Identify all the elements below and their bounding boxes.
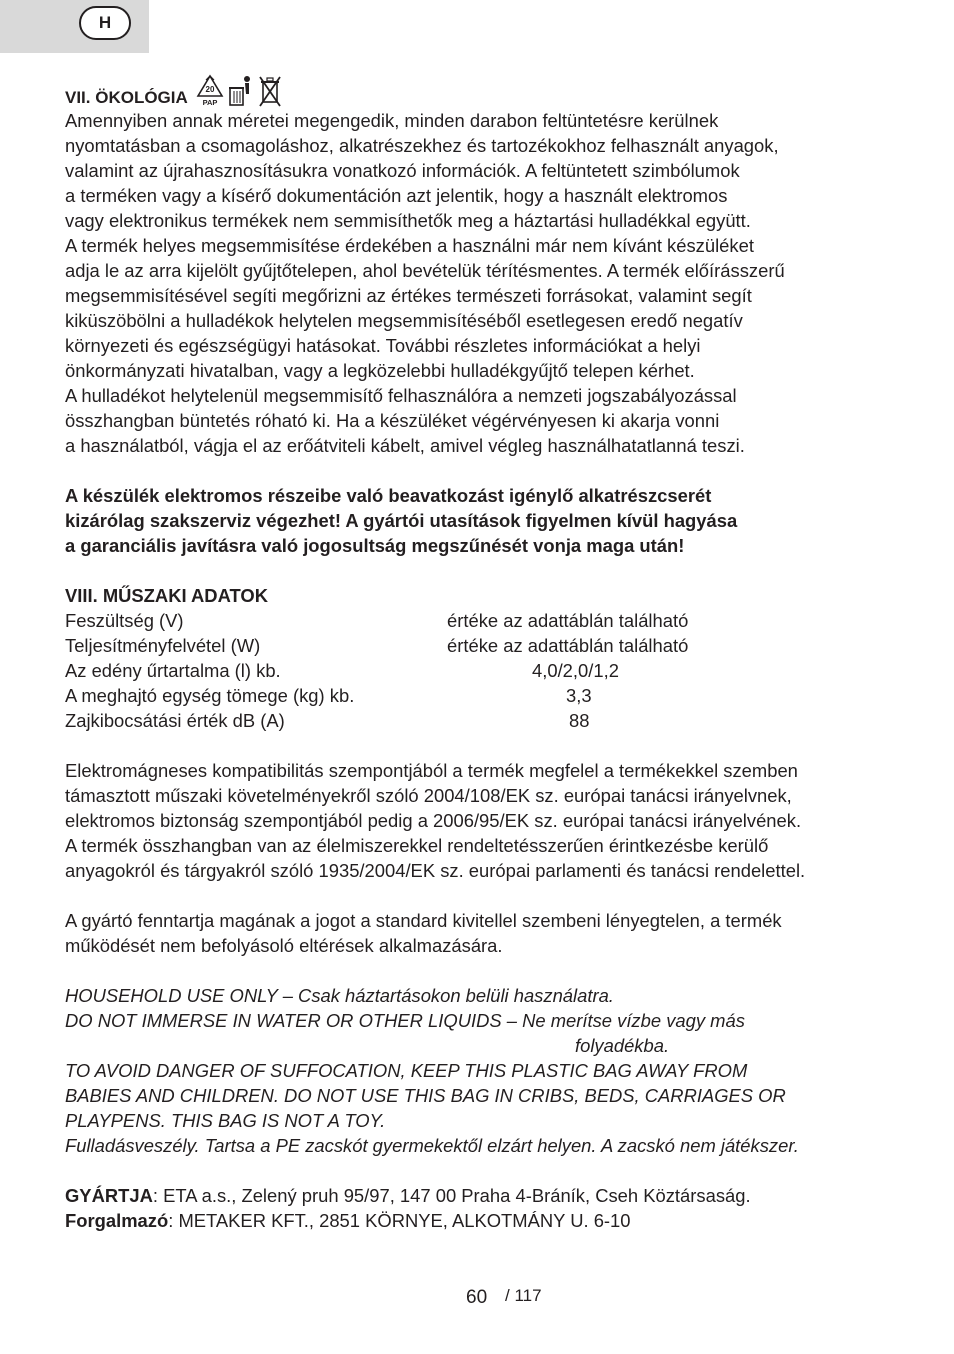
text-line: a garanciális javításra való jogosultság megszűnését vonja maga után! bbox=[65, 535, 685, 556]
page-total: / 117 bbox=[505, 1286, 542, 1305]
text-line: A termék összhangban van az élelmiszerekkel rendeltetésszerűen érintkezésbe kerülő bbox=[65, 835, 769, 856]
text-line: megsemmisítésével segíti megőrizni az értékes természeti forrásokat, valamint segít bbox=[65, 285, 752, 306]
text-line: a használatból, vágja el az erőátviteli kábelt, amivel végleg használhatatlanná teszi. bbox=[65, 435, 745, 456]
company-info bbox=[65, 1183, 905, 1233]
spec-value: 88 bbox=[569, 710, 590, 731]
text-line: HOUSEHOLD USE ONLY – Csak háztartásokon belüli használatra. bbox=[65, 985, 614, 1006]
text-line: elektromos biztonság szempontjából pedig a 2006/95/EK sz. európai tanácsi irányelvének. bbox=[65, 810, 802, 831]
spec-label: A meghajtó egység tömege (kg) kb. bbox=[65, 685, 355, 706]
spec-row bbox=[65, 608, 905, 633]
ecology-icons bbox=[196, 74, 282, 108]
emc-paragraph bbox=[65, 758, 905, 883]
text-line: adja le az arra kijelölt gyűjtőtelepen, ahol bevételük térítésmentes. A termék előírásszerű bbox=[65, 260, 785, 281]
distributor-text: : METAKER KFT., 2851 KÖRNYE, ALKOTMÁNY U. 6-10 bbox=[168, 1210, 631, 1231]
safety-notes bbox=[65, 983, 905, 1158]
language-badge: H bbox=[79, 6, 131, 40]
text-line: támasztott műszaki követelményekről szóló 2004/108/EK sz. európai tanácsi irányelvnek, bbox=[65, 785, 792, 806]
text-line: nyomtatásban a csomagoláshoz, alkatrészekhez és tartozékokhoz felhasznált anyagok, bbox=[65, 135, 779, 156]
ecology-heading-row bbox=[65, 72, 905, 108]
text-line: A gyártó fenntartja magának a jogot a standard kivitellel szembeni lényegtelen, a termék bbox=[65, 910, 782, 931]
text-line: önkormányzati hivatalban, vagy a legközelebbi hulladékgyűjtő telepen kérhet. bbox=[65, 360, 695, 381]
text-line: PLAYPENS. THIS BAG IS NOT A TOY. bbox=[65, 1110, 386, 1131]
text-line: Amennyiben annak méretei megengedik, minden darabon feltüntetésre kerülnek bbox=[65, 110, 719, 131]
text-line: BABIES AND CHILDREN. DO NOT USE THIS BAG IN CRIBS, BEDS, CARRIAGES OR bbox=[65, 1085, 786, 1106]
manufacturer-paragraph bbox=[65, 908, 905, 958]
text-line: folyadékba. bbox=[575, 1035, 670, 1056]
text-line: A készülék elektromos részeibe való beavatkozást igénylő alkatrészcserét bbox=[65, 485, 712, 506]
trash-bin-icon bbox=[227, 74, 255, 108]
recycle-material: PAP bbox=[202, 98, 218, 107]
text-line: A hulladékot helytelenül megsemmisítő felhasználóra a nemzeti jogszabályozással bbox=[65, 385, 737, 406]
maker-line bbox=[65, 1183, 905, 1208]
tech-specs-table bbox=[65, 608, 905, 733]
crossed-bin-icon bbox=[258, 74, 282, 108]
text-line: vagy elektronikus termékek nem semmisíthetők meg a háztartási hulladékkal együtt. bbox=[65, 210, 751, 231]
spec-label: Feszültség (V) bbox=[65, 610, 184, 631]
distributor-line bbox=[65, 1208, 905, 1233]
text-line: kizárólag szakszerviz végezhet! A gyártói utasítások figyelmen kívül hagyása bbox=[65, 510, 738, 531]
distributor-label: Forgalmazó bbox=[65, 1210, 169, 1231]
page-number: 60 bbox=[466, 1287, 488, 1308]
spec-label: Zajkibocsátási érték dB (A) bbox=[65, 710, 285, 731]
text-line: kiküszöbölni a hulladékok helytelen megsemmisítéséből esetlegesen eredő negatív bbox=[65, 310, 743, 331]
spec-label: Teljesítményfelvétel (W) bbox=[65, 635, 261, 656]
spec-row bbox=[65, 683, 905, 708]
text-line: környezeti és egészségügyi hatásokat. További részletes információkat a helyi bbox=[65, 335, 701, 356]
text-line: TO AVOID DANGER OF SUFFOCATION, KEEP THIS PLASTIC BAG AWAY FROM bbox=[65, 1060, 748, 1081]
text-line: DO NOT IMMERSE IN WATER OR OTHER LIQUIDS – Ne merítse vízbe vagy más bbox=[65, 1010, 745, 1031]
text-line: anyagokról és tárgyakról szóló 1935/2004/EK sz. európai parlamenti és tanácsi rendelettel. bbox=[65, 860, 806, 881]
recycle-code: 20 bbox=[205, 85, 215, 94]
spec-row bbox=[65, 633, 905, 658]
text-line: működését nem befolyásoló eltérések alkalmazására. bbox=[65, 935, 503, 956]
text-line: Elektromágneses kompatibilitás szempontjából a termék megfelel a termékekkel szemben bbox=[65, 760, 798, 781]
text-line: A termék helyes megsemmisítése érdekében a használni már nem kívánt készüléket bbox=[65, 235, 754, 256]
text-line: összhangban büntetés róható ki. Ha a készüléket végérvényesen ki akarja vonni bbox=[65, 410, 720, 431]
text-line: a terméken vagy a kísérő dokumentáción azt jelentik, hogy a használt elektromos bbox=[65, 185, 728, 206]
text-line: valamint az újrahasznosításukra vonatkozó információk. A feltüntetett szimbólumok bbox=[65, 160, 740, 181]
maker-text: : ETA a.s., Zelený pruh 95/97, 147 00 Praha 4-Bráník, Cseh Köztársaság. bbox=[152, 1185, 751, 1206]
spec-row bbox=[65, 658, 905, 683]
text-line: Fulladásveszély. Tartsa a PE zacskót gyermekektől elzárt helyen. A zacskó nem játékszer. bbox=[65, 1135, 799, 1156]
spec-value: értéke az adattáblán található bbox=[447, 610, 689, 631]
document-body bbox=[65, 72, 905, 1233]
spec-value: 4,0/2,0/1,2 bbox=[532, 660, 619, 681]
ecology-heading: VII. ÖKOLÓGIA bbox=[65, 88, 188, 107]
spec-value: 3,3 bbox=[566, 685, 592, 706]
tech-heading: VIII. MŰSZAKI ADATOK bbox=[65, 585, 268, 606]
service-warning bbox=[65, 483, 905, 558]
spec-value: értéke az adattáblán található bbox=[447, 635, 689, 656]
ecology-paragraph bbox=[65, 108, 905, 458]
recycle-pap-20-icon bbox=[196, 74, 224, 108]
language-tab bbox=[0, 0, 149, 53]
spec-row bbox=[65, 708, 905, 733]
maker-label: GYÁRTJA bbox=[65, 1185, 153, 1206]
spec-label: Az edény űrtartalma (l) kb. bbox=[65, 660, 281, 681]
